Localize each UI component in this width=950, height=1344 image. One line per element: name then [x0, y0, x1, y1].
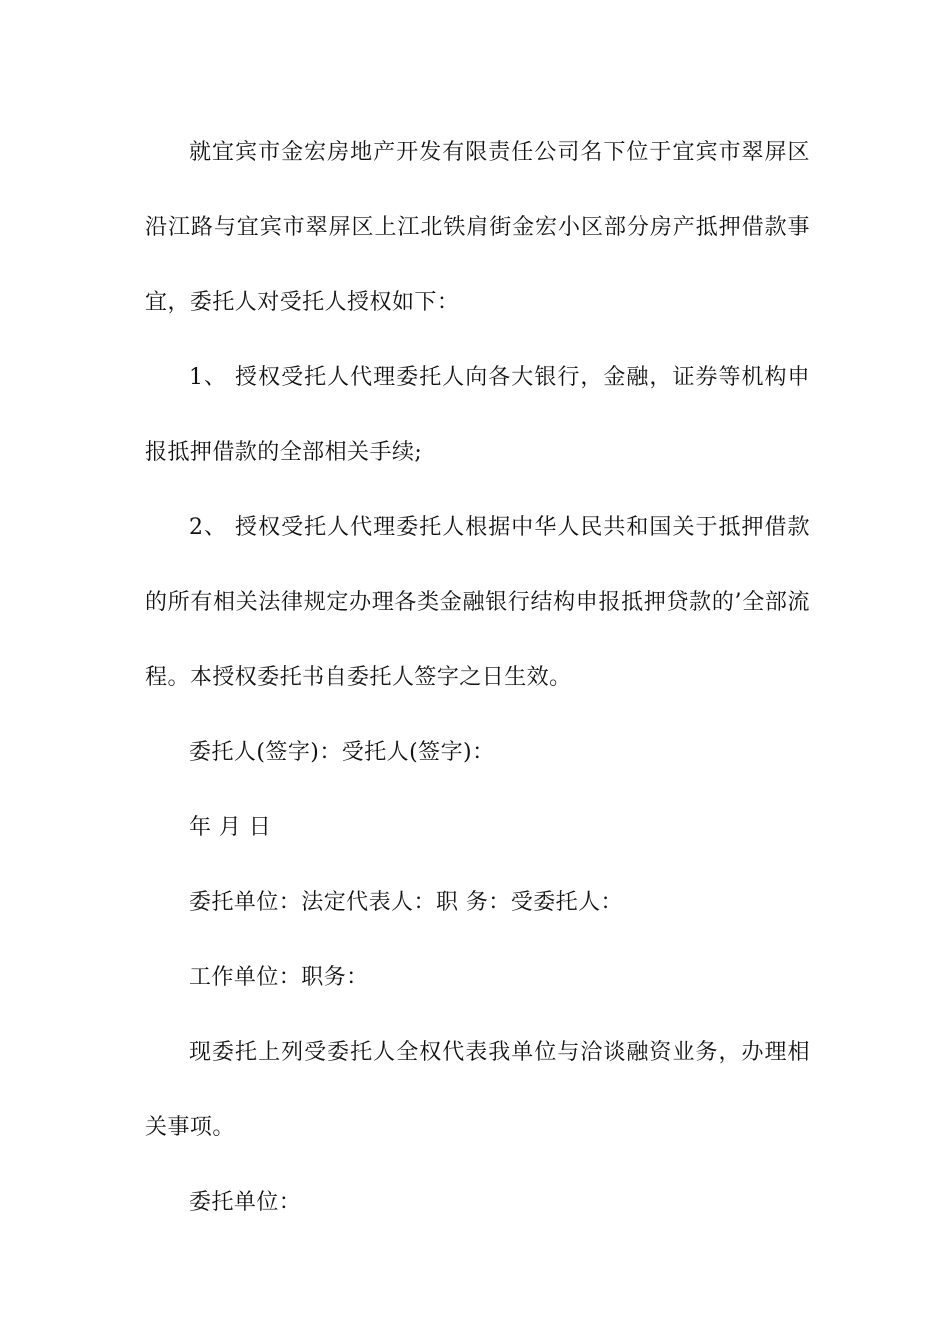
authorization-line-1: 现委托上列受委托人全权代表我单位与洽谈融资业务，办理相 — [189, 1040, 810, 1065]
item-2-line-3: 程。本授权委托书自委托人签字之日生效。 — [145, 665, 572, 690]
item-1-line-1: 1、 授权受托人代理委托人向各大银行，金融，证券等机构申 — [189, 365, 810, 390]
paragraph-intro-line-2: 沿江路与宜宾市翠屏区上江北铁肩街金宏小区部分房产抵押借款事 — [145, 215, 810, 240]
work-unit-line: 工作单位：职务： — [189, 965, 369, 990]
paragraph-intro-line-1: 就宜宾市金宏房地产开发有限责任公司名下位于宜宾市翠屏区 — [189, 140, 810, 165]
unit-representative-line: 委托单位：法定代表人：职 务：受委托人： — [189, 890, 623, 915]
entrusting-unit-line: 委托单位： — [189, 1190, 302, 1215]
authorization-line-2: 关事项。 — [145, 1115, 235, 1140]
item-2-line-2: 的所有相关法律规定办理各类金融银行结构申报抵押贷款的’全部流 — [145, 590, 810, 615]
date-line: 年 月 日 — [189, 815, 272, 840]
paragraph-intro-line-3: 宜，委托人对受托人授权如下： — [145, 290, 460, 315]
signature-line: 委托人(签字)：受托人(签字)： — [189, 740, 495, 765]
item-2-line-1: 2、 授权受托人代理委托人根据中华人民共和国关于抵押借款 — [189, 515, 810, 540]
item-1-line-2: 报抵押借款的全部相关手续; — [145, 440, 423, 465]
